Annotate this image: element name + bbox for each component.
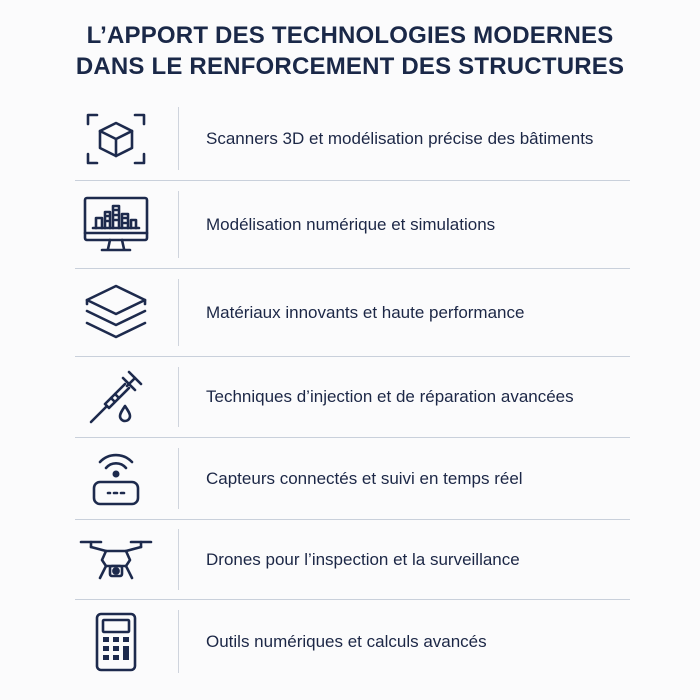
- list-item: [75, 97, 630, 180]
- row-separator: [178, 107, 179, 170]
- injection-syringe-icon: [75, 357, 157, 437]
- row-separator: [178, 610, 179, 673]
- list-item-label: Techniques d’injection et de réparation avancées: [206, 387, 574, 406]
- title-line-2: DANS LE RENFORCEMENT DES STRUCTURES: [75, 53, 625, 80]
- list-item-label: Drones pour l’inspection et la surveillance: [206, 549, 520, 569]
- list-item-label: Modélisation numérique et simulations: [206, 214, 496, 234]
- calculator-icon: [75, 600, 157, 683]
- list-item: [75, 181, 630, 268]
- list-item-label: Matériaux innovants et haute performance: [206, 302, 525, 322]
- list-item: [75, 357, 630, 437]
- list-item: [75, 600, 630, 683]
- row-separator: [178, 191, 179, 257]
- list-item: [75, 269, 630, 356]
- row-separator: [178, 367, 179, 428]
- list-item: [75, 520, 630, 599]
- monitor-city-model-icon: [75, 181, 157, 268]
- 3d-scanner-cube-icon: [75, 97, 157, 180]
- row-separator: [178, 279, 179, 345]
- material-layers-icon: [75, 269, 157, 356]
- list-item-label: Capteurs connectés et suivi en temps réel: [206, 468, 523, 488]
- technology-list: [75, 97, 630, 683]
- connected-sensor-icon: [75, 438, 157, 519]
- page-title: [0, 20, 700, 82]
- row-separator: [178, 448, 179, 510]
- list-item-label: Outils numériques et calculs avancés: [206, 631, 487, 651]
- list-item: [75, 438, 630, 519]
- row-separator: [178, 529, 179, 589]
- drone-icon: [75, 520, 157, 599]
- title-line-1: L’APPORT DES TECHNOLOGIES MODERNES: [86, 22, 614, 49]
- list-item-label: Scanners 3D et modélisation précise des bâtiments: [206, 128, 594, 148]
